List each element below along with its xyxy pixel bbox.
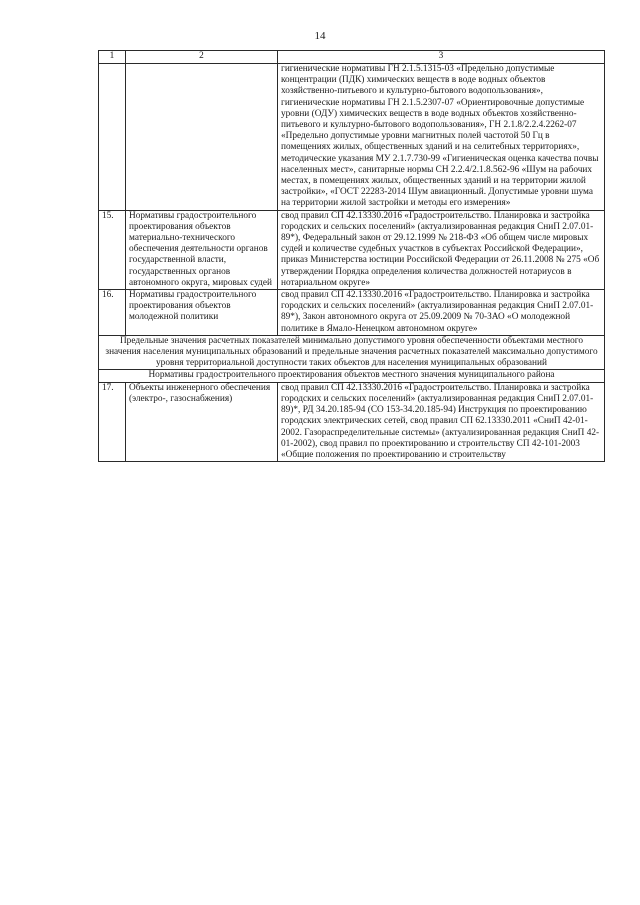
row-number: 17. bbox=[99, 382, 126, 461]
object-type-cell: Нормативы градостроительного проектирования объектов молодежной политики bbox=[126, 290, 278, 336]
row-number bbox=[99, 64, 126, 211]
table-header-row bbox=[99, 51, 605, 64]
column-header-3: 3 bbox=[278, 51, 605, 64]
row-number: 16. bbox=[99, 290, 126, 336]
column-header-2: 2 bbox=[126, 51, 278, 64]
norms-cell: свод правил СП 42.13330.2016 «Градостроительство. Планировка и застройка городских и сельских поселений» (актуализированная редакция СниП 2.07.01-89)*, РД 34.20.185-94 (СО 153-34.20.185-94) Инструкция по проектированию городских электрических сетей, свод правил СП 62.13330.2011 «СниП 42-01-2002. Газораспределительные системы» (актуализированная редакция СниП 42-01-2002), свод правил по проектированию и строительству СП 42-101-2003 «Общие положения по проектированию и строительству bbox=[278, 382, 605, 461]
subsection-heading-row bbox=[99, 370, 605, 382]
norms-cell: свод правил СП 42.13330.2016 «Градостроительство. Планировка и застройка городских и сельских поселений» (актуализированная редакция СниП 2.07.01-89*), Закон автономного округа от 25.09.2009 № 70-ЗАО «О молодежной политике в Ямало-Ненецком автономном округе» bbox=[278, 290, 605, 336]
object-type-cell bbox=[126, 64, 278, 211]
table-row bbox=[99, 210, 605, 289]
table-row bbox=[99, 64, 605, 211]
norms-cell: свод правил СП 42.13330.2016 «Градостроительство. Планировка и застройка городских и сельских поселений» (актуализированная редакция СниП 2.07.01-89*), Федеральный закон от 29.12.1999 № 218-ФЗ «Об общем числе мировых судей и количестве судебных участков в субъектах Российской Федерации», приказ Министерства юстиции Российской Федерации от 26.11.2008 № 275 «Об утверждении Порядка определения количества должностей нотариусов в нотариальном округе» bbox=[278, 210, 605, 289]
subsection-heading: Нормативы градостроительного проектирования объектов местного значения муниципального района bbox=[99, 370, 605, 382]
object-type-cell: Объекты инженерного обеспечения (электро-, газоснабжения) bbox=[126, 382, 278, 461]
row-number: 15. bbox=[99, 210, 126, 289]
table-row bbox=[99, 382, 605, 461]
norms-cell: гигиенические нормативы ГН 2.1.5.1315-03 «Предельно допустимые концентрации (ПДК) химических веществ в воде водных объектов хозяйственно-питьевого и культурно-бытового водопользования», гигиенические нормативы ГН 2.1.5.2307-07 «Ориентировочные допустимые уровни (ОДУ) химических веществ в воде водных объектов хозяйственно-питьевого и культурно-бытового водопользования», ГН 2.1.8/2.2.4.2262-07 «Предельно допустимые уровни магнитных полей частотой 50 Гц в помещениях жилых, общественных зданий и на селитебных территориях», методические указания МУ 2.1.7.730-99 «Гигиеническая оценка качества почвы населенных мест», санитарные нормы СН 2.2.4/2.1.8.562-96 «Шум на рабочих местах, в помещениях жилых, общественных зданий и на территории жилой застройки», «ГОСТ 22283-2014 Шум авиационный. Допустимые уровни шума на территории жилой застройки и методы его измерения» bbox=[278, 64, 605, 211]
table-row bbox=[99, 290, 605, 336]
section-heading-row bbox=[99, 335, 605, 370]
column-header-1: 1 bbox=[99, 51, 126, 64]
page-number: 14 bbox=[314, 30, 326, 42]
regulations-table bbox=[98, 50, 605, 462]
section-heading: Предельные значения расчетных показателей минимально допустимого уровня обеспеченности объектами местного значения населения муниципальных образований и предельные значения расчетных показателей максимально допустимого уровня территориальной доступности таких объектов для населения муниципальных образований bbox=[99, 335, 605, 370]
object-type-cell: Нормативы градостроительного проектирования объектов материально-технического обеспечения деятельности органов государственной власти, государственных органов автономного округа, мировых судей bbox=[126, 210, 278, 289]
